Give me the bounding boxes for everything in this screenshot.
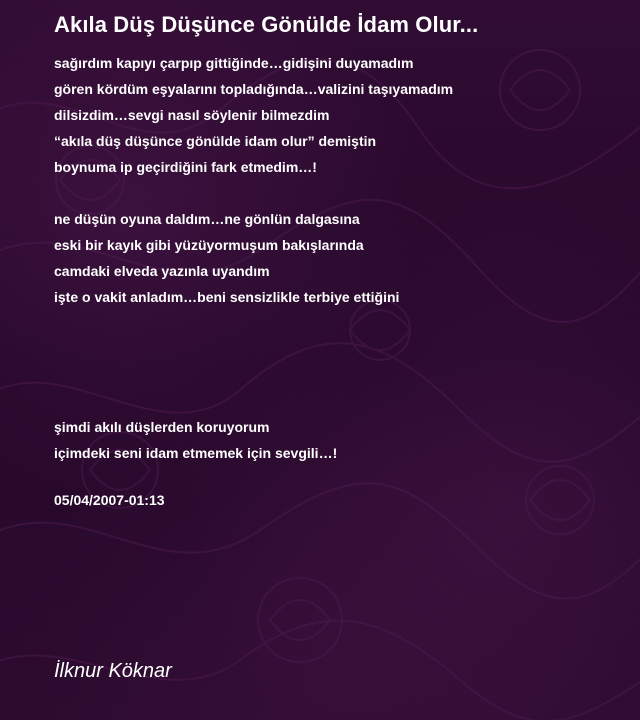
poem-line: camdaki elveda yazınla uyandım bbox=[54, 263, 270, 279]
poem-line: dilsizdim…sevgi nasıl söylenir bilmezdim bbox=[54, 107, 330, 123]
stanza-gap bbox=[54, 314, 614, 340]
poem-line: “akıla düş düşünce gönülde idam olur” demiştin bbox=[54, 133, 377, 149]
stanza-gap bbox=[54, 340, 614, 366]
stanza-3 bbox=[54, 418, 614, 470]
poem-line: sağırdım kapıyı çarpıp gittiğinde…gidişini duyamadım bbox=[54, 55, 414, 71]
stanza-1 bbox=[54, 54, 614, 184]
poem-line: eski bir kayık gibi yüzüyormuşum bakışlarında bbox=[54, 237, 364, 253]
poem-line: işte o vakit anladım…beni sensizlikle terbiye ettiğini bbox=[54, 289, 400, 305]
poem-title: Akıla Düş Düşünce Gönülde İdam Olur... bbox=[54, 12, 479, 37]
poem-line: şimdi akılı düşlerden koruyorum bbox=[54, 419, 270, 435]
poem-date: 05/04/2007-01:13 bbox=[54, 492, 165, 508]
stanza-gap bbox=[54, 392, 614, 418]
stanza-gap bbox=[54, 184, 614, 210]
poem-body bbox=[54, 54, 614, 470]
poem-line: içimdeki seni idam etmemek için sevgili…! bbox=[54, 445, 338, 461]
poem-line: ne düşün oyuna daldım…ne gönlün dalgasına bbox=[54, 211, 360, 227]
stanza-gap bbox=[54, 366, 614, 392]
author-name: İlknur Köknar bbox=[54, 660, 172, 682]
poem-line: boynuma ip geçirdiğini fark etmedim…! bbox=[54, 159, 317, 175]
poem-line: gören kördüm eşyalarını topladığında…valizini taşıyamadım bbox=[54, 81, 454, 97]
stanza-2 bbox=[54, 210, 614, 314]
